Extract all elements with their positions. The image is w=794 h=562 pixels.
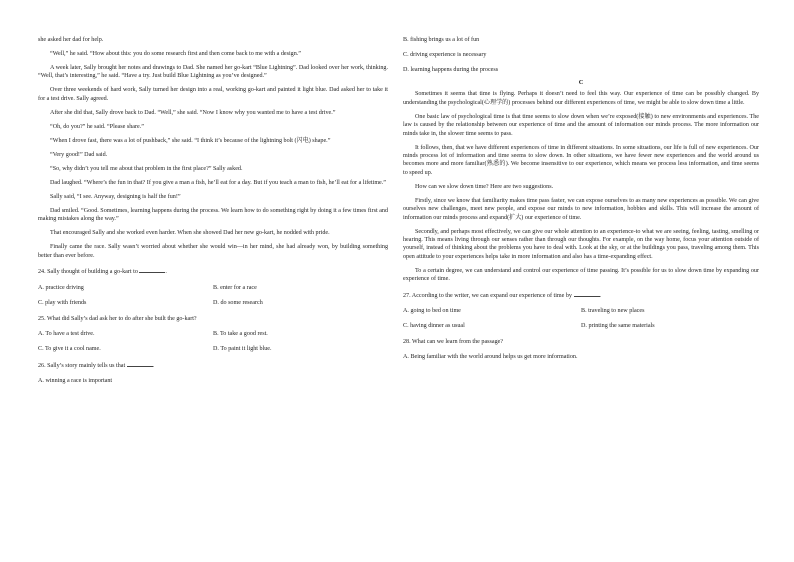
- story-paragraph: That encouraged Sally and she worked even harder. When she showed Dad her new go-kart, he nodded with pride.: [50, 230, 330, 237]
- passage-paragraph: Firstly, since we know that familiarity makes time pass faster, we can expose ourselves to as many new experiences as possible. We can give ourselves new challenges, meet new people, and expose our minds to new information, hobbies and skills. This will increase the amount of information our minds process and expand(扩大) our experience of time.: [403, 197, 759, 221]
- answer-blank: [127, 361, 153, 367]
- question-28: [403, 338, 759, 362]
- option-a: A. going to bed on time: [403, 308, 461, 315]
- passage-paragraph: To a certain degree, we can understand and control our experience of time passing. It’s possible for us to slow down time by expanding our experience of time.: [403, 267, 759, 283]
- answer-blank: [574, 291, 600, 297]
- question-stem: 27. According to the writer, we can expand our experience of time by .: [403, 293, 602, 300]
- option-b: B. To take a good rest.: [213, 330, 268, 337]
- passage-paragraph: It follows, then, that we have different experiences of time in different situations. In some situations, our life is full of new experiences. Our minds process lot of information and time seems to slow down. In other situations, we have fewer new experiences and the world around us becomes more and more familiar(熟悉的). We become insensitive to our experience, which means we process less information, and time seems to speed up.: [403, 144, 759, 176]
- question-26-continued: [403, 36, 759, 75]
- story-paragraph: Finally came the race. Sally wasn’t worried about whether she would win—in her mind, she had already won, by building something better than ever before.: [38, 244, 388, 259]
- story-paragraph: “When I drove fast, there was a lot of pushback,” she said. “I think it’s because of the lightning bolt (闪电) shape.”: [50, 137, 331, 144]
- option-a: A. Being familiar with the world around helps us get more information.: [403, 354, 578, 361]
- question-24: [38, 267, 388, 307]
- option-row: [403, 307, 759, 315]
- section-heading: C: [578, 78, 584, 86]
- story-paragraph: A week later, Sally brought her notes and drawings to Dad. She named her go-kart “Blue Lightning”. Dad looked over her work, thinking. “Well, that’s interesting,” he said. “Have a try. Just build Blue Lightning as you’ve designed.”: [38, 65, 388, 80]
- story-paragraph: “Well,” he said. “How about this: you do some research first and then come back to me with a design.”: [50, 51, 301, 57]
- story-paragraph: After she did that, Sally drove back to Dad. “Well,” she said. “Now I know why you wanted me to have a test drive.”: [50, 109, 336, 116]
- option-c: C. having dinner as usual: [403, 323, 465, 330]
- option-d: D. To paint it light blue.: [213, 346, 272, 353]
- question-stem: 25. What did Sally’s dad ask her to do after she built the go-kart?: [38, 315, 197, 322]
- passage-paragraph: Secondly, and perhaps most effectively, we can give our whole attention to an experience-to what we are seeing, feeling, tasting, smelling or hearing. This means living through our senses rather than through our thoughts. For example, on the way home, focus your attention outside of yourself, instead of thinking about the problems you have to deal with. Look at the sky, or at the buildings you pass, traveling among them. This open attitude to your experiences helps take in more information and also has a time-expanding effect.: [403, 228, 759, 260]
- option-b: B. fishing brings us a lot of fun: [403, 37, 480, 43]
- option-d: D. learning happens during the process: [403, 67, 499, 74]
- story-paragraph: “So, why didn’t you tell me about that problem in the first place?” Sally asked.: [50, 165, 243, 172]
- question-stem: 28. What can we learn from the passage?: [403, 339, 504, 346]
- passage-paragraph: One basic law of psychological time is that time seems to slow down when we’re exposed(接触) to new environments and experiences. The law is caused by the relationship between our experience of time and the amount of information our minds process. The more information our minds take in, the slower time seems to pass.: [403, 113, 759, 137]
- answer-blank: [139, 267, 165, 273]
- option-c: C. driving experience is necessary: [403, 52, 487, 59]
- story-paragraph: Sally said, “I see. Anyway, designing is half the fun!”: [50, 193, 181, 200]
- story-paragraph: “Oh, do you?” he said. “Please share.”: [50, 123, 144, 130]
- question-26: [38, 361, 388, 386]
- story-paragraph: Dad laughed. “Where’s the fun in that? If you give a man a fish, he’ll eat for a day. But if you teach a man to fish, he’ll eat for a lifetime.”: [50, 179, 386, 186]
- story-paragraph: “Very good!” Dad said.: [50, 151, 108, 158]
- option-c: C. To give it a cool name.: [38, 346, 101, 353]
- option-c: C. play with friends: [38, 299, 87, 306]
- option-a: A. To have a test drive.: [38, 330, 95, 337]
- question-stem: 24. Sally thought of building a go-kart to .: [38, 269, 167, 276]
- passage-paragraph: Sometimes it seems that time is flying. Perhaps it doesn’t need to feel this way. Our experience of time can be possibly changed. By understanding the psychological(心理学的) processes behind our different experiences of time, we might be able to slow down time a little.: [403, 91, 759, 106]
- passage-paragraph: How can we slow down time? Here are two suggestions.: [415, 183, 554, 190]
- option-a: A. practice driving: [38, 284, 84, 291]
- option-b: B. enter for a race: [213, 284, 257, 291]
- question-27: [403, 291, 759, 331]
- left-column: [38, 36, 388, 385]
- time-passage: [403, 90, 759, 283]
- question-stem: 26. Sally’s story mainly tells us that .: [38, 362, 155, 369]
- option-row: [403, 322, 759, 330]
- story-paragraph: Dad smiled. “Good. Sometimes, learning happens during the process. We learn how to do something right by doing it a few times first and making mistakes along the way.”: [38, 207, 388, 223]
- right-column: [403, 36, 759, 362]
- question-25: [38, 315, 388, 354]
- option-row: [38, 299, 388, 307]
- option-a: A. winning a race is important: [38, 378, 113, 385]
- option-row: [38, 284, 388, 292]
- option-b: B. traveling to new places: [581, 308, 645, 315]
- story-paragraph: she asked her dad for help.: [38, 37, 104, 43]
- story-passage: [38, 36, 388, 260]
- story-paragraph: Over three weekends of hard work, Sally turned her design into a real, working go-kart and painted it light blue. Dad asked her to take it for a test drive. Sally agreed.: [38, 87, 388, 102]
- option-row: [38, 345, 388, 353]
- option-d: D. do some research: [213, 299, 263, 306]
- option-d: D. printing the same materials: [581, 323, 655, 330]
- option-row: [38, 330, 388, 338]
